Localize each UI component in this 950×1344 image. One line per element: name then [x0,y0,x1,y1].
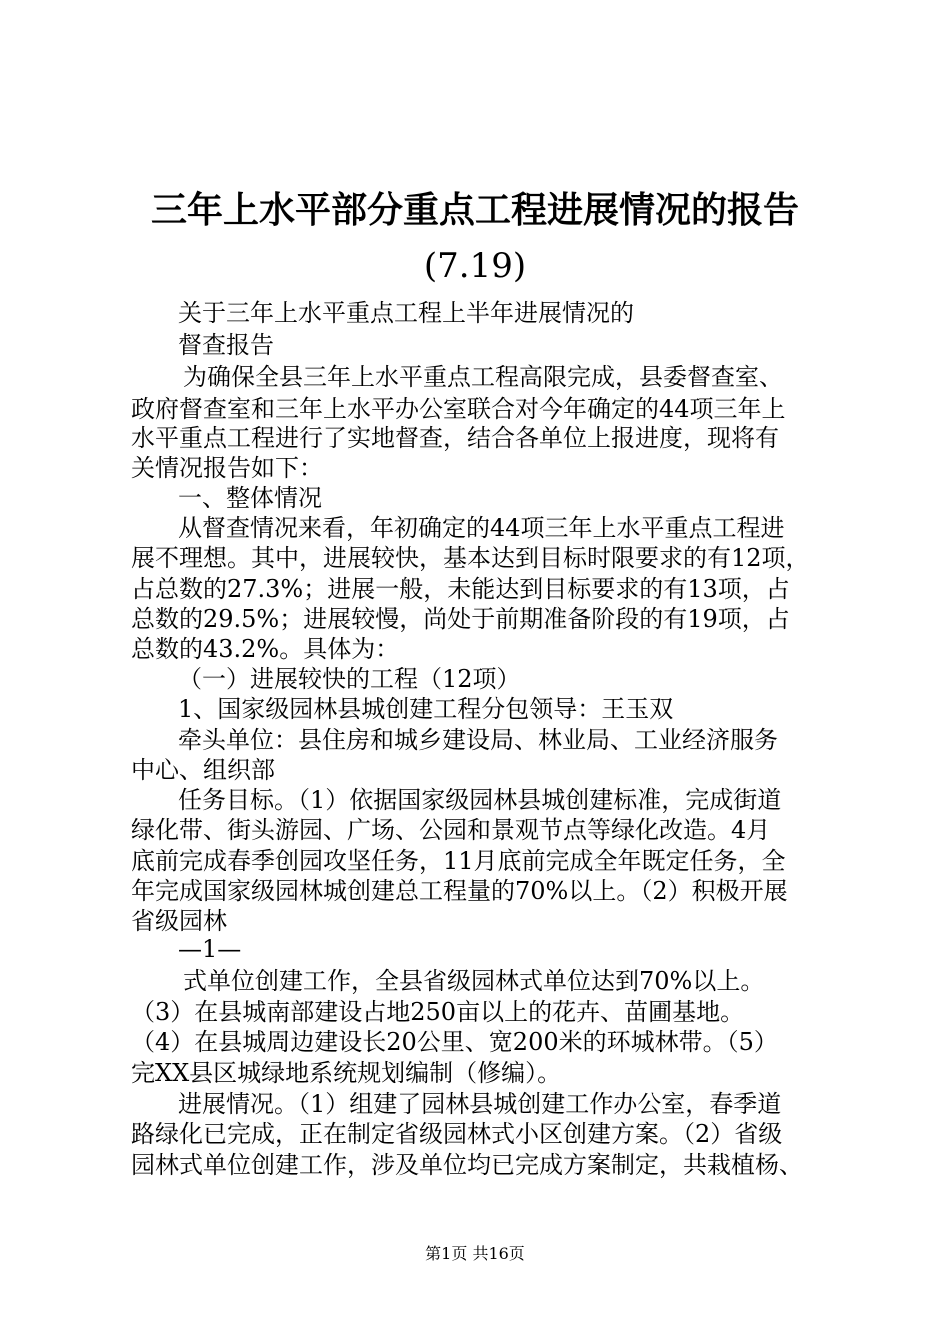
paragraph-line: 进展情况。（1）组建了园林县城创建工作办公室，春季道 [178,1090,782,1118]
document-title: 三年上水平部分重点工程进展情况的报告 [150,189,799,231]
page-number-marker: —1— [178,935,242,963]
document-title-date: (7.19) [423,246,527,286]
paragraph-line: 园林式单位创建工作，涉及单位均已完成方案制定，共栽植杨、 [131,1151,803,1179]
paragraph-line: 省级园林 [131,907,227,935]
paragraph-line: 完XX县区城绿地系统规划编制（修编）。 [131,1059,562,1087]
paragraph-line: 总数的43.2%。具体为： [131,635,400,663]
paragraph-line: 中心、组织部 [131,756,275,784]
subsection-heading: （一）进展较快的工程（12项） [178,665,521,693]
subtitle-line: 关于三年上水平重点工程上半年进展情况的 [178,299,634,327]
paragraph-line: 总数的29.5%；进展较慢，尚处于前期准备阶段的有19项，占 [131,605,790,633]
paragraph-line: 路绿化已完成，正在制定省级园林式小区创建方案。（2）省级 [131,1120,783,1148]
page-footer: 第1页 共16页 [425,1244,525,1263]
paragraph-line: （3）在县城南部建设占地250亩以上的花卉、苗圃基地。 [131,998,745,1026]
paragraph-line: 从督查情况来看，年初确定的44项三年上水平重点工程进 [178,514,785,542]
subtitle-line: 督查报告 [178,331,274,359]
paragraph-line: 水平重点工程进行了实地督查，结合各单位上报进度，现将有 [131,424,779,452]
paragraph-line: 展不理想。其中，进展较快，基本达到目标时限要求的有12项， [131,544,810,572]
paragraph-line: 政府督查室和三年上水平办公室联合对今年确定的44项三年上 [131,395,786,423]
paragraph-line: 底前完成春季创园攻坚任务，11月底前完成全年既定任务，全 [131,847,786,875]
paragraph-line: 关情况报告如下： [131,454,323,482]
paragraph-line: 绿化带、街头游园、广场、公园和景观节点等绿化改造。4月 [131,816,771,844]
paragraph-line: 年完成国家级园林城创建总工程量的70%以上。（2）积极开展 [131,877,788,905]
paragraph-line: 占总数的27.3%；进展一般，未能达到目标要求的有13项，占 [131,575,790,603]
paragraph-line: 牵头单位：县住房和城乡建设局、林业局、工业经济服务 [178,726,778,754]
section-heading: 一、整体情况 [178,484,322,512]
item-heading: 1、国家级园林县城创建工程分包领导：王玉双 [178,695,674,723]
paragraph-line: （4）在县城周边建设长20公里、宽200米的环城林带。（5） [131,1028,778,1056]
paragraph-line: 任务目标。（1）依据国家级园林县城创建标准，完成街道 [178,786,782,814]
paragraph-line: 式单位创建工作，全县省级园林式单位达到70%以上。 [183,967,765,995]
paragraph-line: 为确保全县三年上水平重点工程高限完成，县委督查室、 [183,363,783,391]
